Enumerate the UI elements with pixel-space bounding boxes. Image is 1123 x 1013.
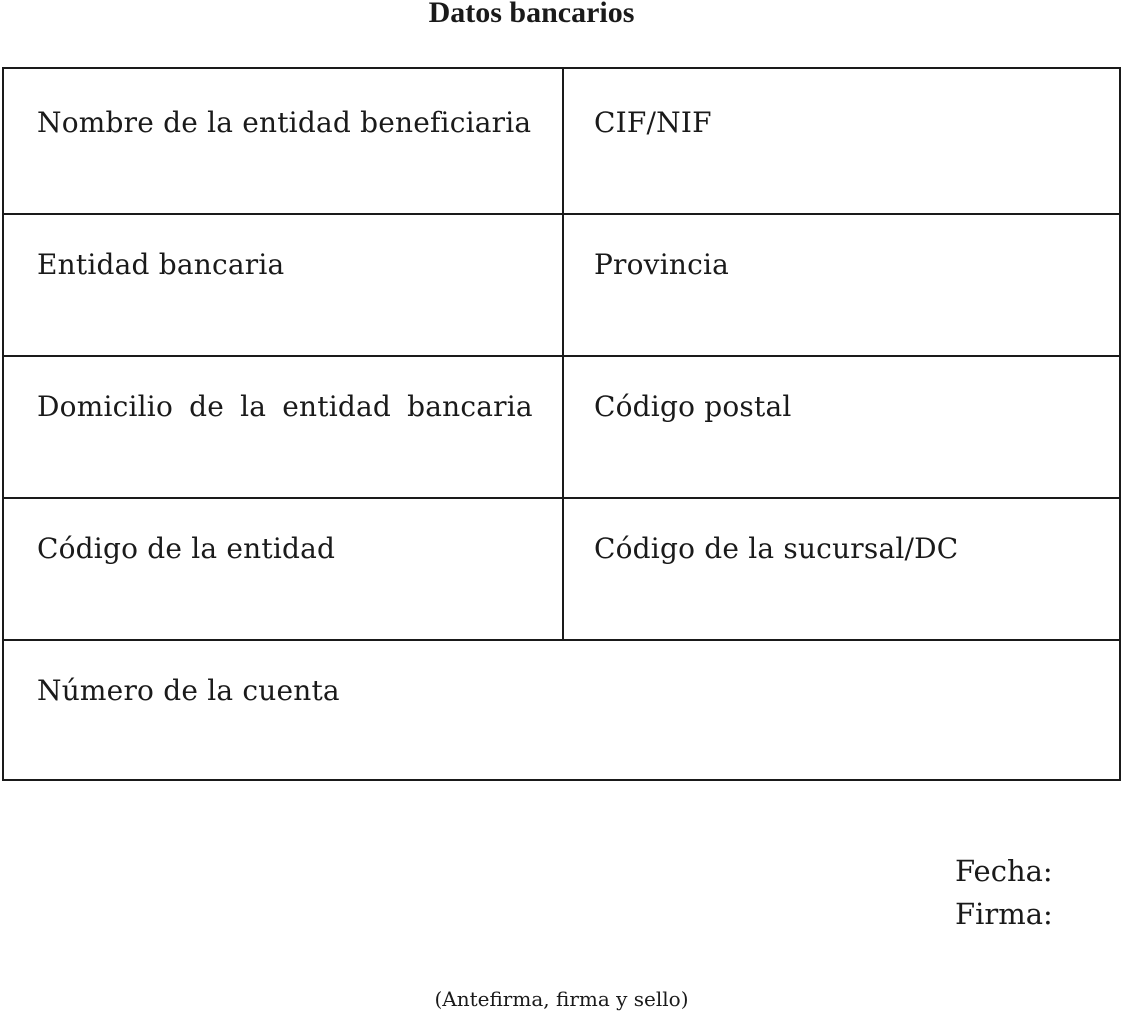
- page-title: Datos bancarios: [428, 0, 635, 29]
- entity-code-field[interactable]: Código de la entidad: [37, 532, 336, 565]
- date-label: Fecha:: [955, 854, 1053, 888]
- account-number-field[interactable]: Número de la cuenta: [37, 674, 340, 707]
- row-divider: [4, 355, 1119, 357]
- row-divider: [4, 639, 1119, 641]
- signature-label: Firma:: [955, 897, 1053, 931]
- cif-nif-field[interactable]: CIF/NIF: [594, 106, 712, 139]
- postal-code-field[interactable]: Código postal: [594, 390, 792, 423]
- branch-code-field[interactable]: Código de la sucursal/DC: [594, 532, 959, 565]
- beneficiary-name-field[interactable]: Nombre de la entidad beneficiaria: [37, 106, 532, 139]
- row-divider: [4, 497, 1119, 499]
- bank-details-table: [2, 67, 1121, 781]
- bank-address-field[interactable]: Domicilio de la entidad bancaria: [37, 390, 533, 423]
- signature-note: (Antefirma, firma y sello): [434, 987, 689, 1011]
- province-field[interactable]: Provincia: [594, 248, 730, 281]
- signature-block: [955, 850, 1053, 936]
- bank-entity-field[interactable]: Entidad bancaria: [37, 248, 285, 281]
- row-divider: [4, 213, 1119, 215]
